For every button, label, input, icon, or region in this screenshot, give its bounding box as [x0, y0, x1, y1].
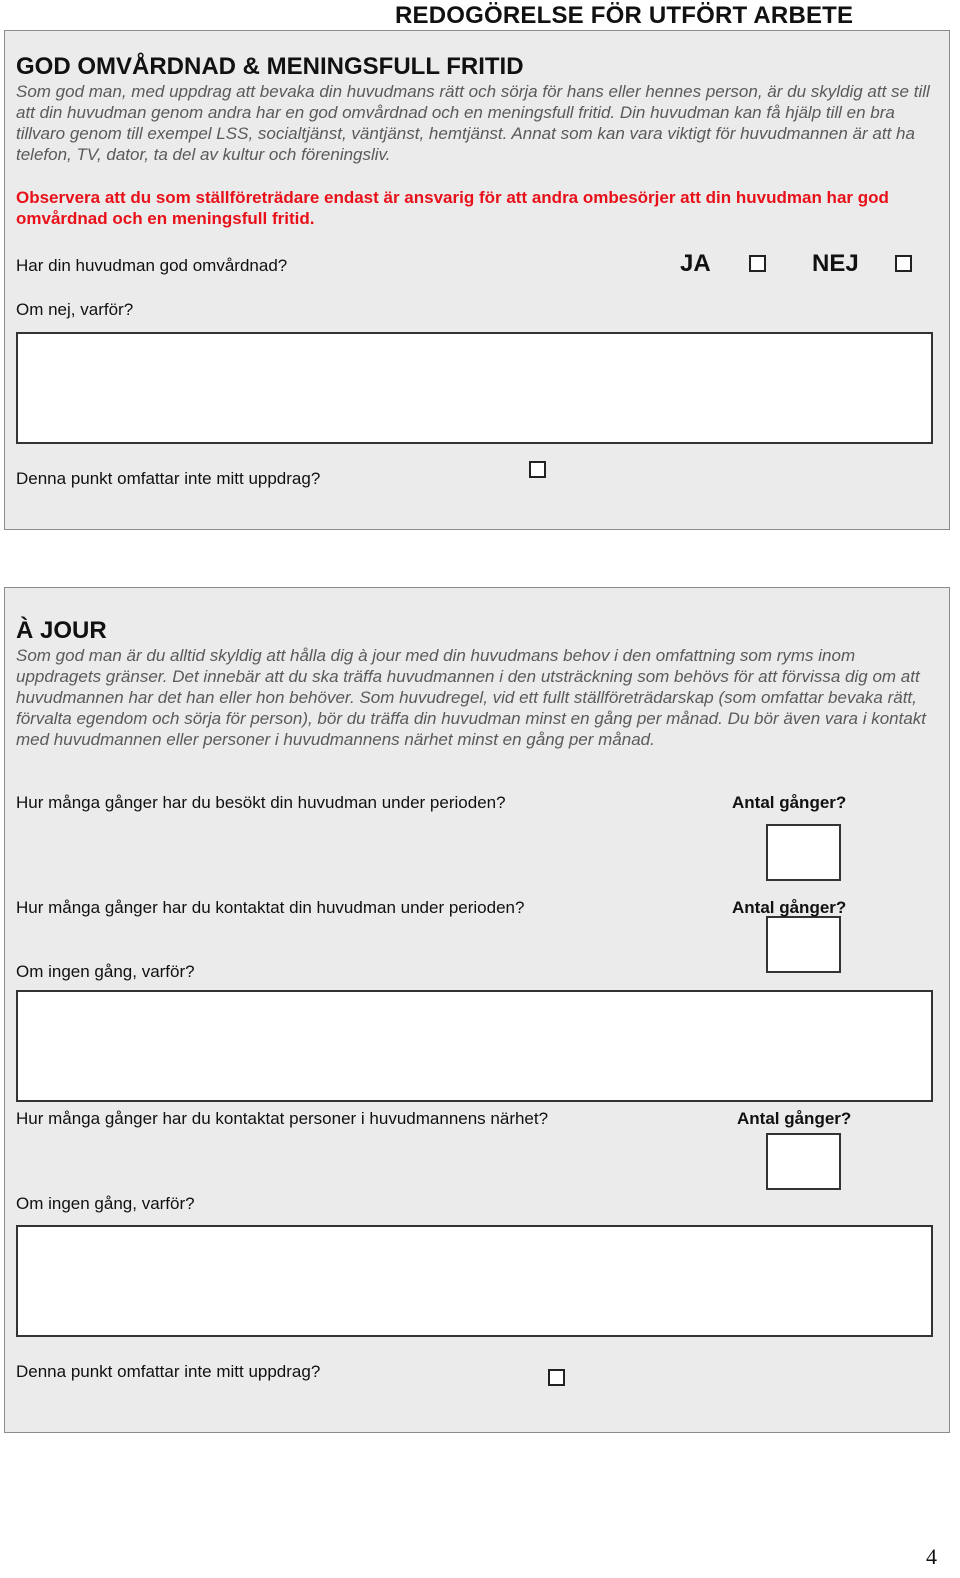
- responsibility-warning: Observera att du som ställföreträdare endast är ansvarig för att andra ombesörjer att din huvudman har god omvårdnad och en meningsfull fritid.: [16, 188, 889, 228]
- contacts-near-reason-field[interactable]: [16, 1225, 933, 1337]
- section-a-jour: [4, 587, 950, 1433]
- no-checkbox[interactable]: [895, 255, 912, 272]
- visits-count-field[interactable]: [766, 824, 841, 881]
- contacts-near-question: Hur många gånger har du kontaktat personer i huvudmannens närhet?: [16, 1109, 549, 1128]
- if-no-reason-field[interactable]: [16, 332, 933, 444]
- contacts-count-field[interactable]: [766, 916, 841, 973]
- document-title: REDOGÖRELSE FÖR UTFÖRT ARBETE: [395, 2, 854, 29]
- not-applicable-checkbox[interactable]: [548, 1369, 565, 1386]
- section-intro: Som god man är du alltid skyldig att hålla dig à jour med din huvudmans behov i den omfattning som ryms inom uppdragets gränser. Det innebär att du ska träffa huvudmannen i den utsträckning som behövs för att förvissa dig om att huvudmannen har det han eller hon behöver. Som huvudregel, vid ett fullt ställföreträdarskap (som omfattar bevaka rätt, förvalta egendom och sörja för person), bör du träffa din huvudman minst en gång per månad. Du bör även vara i kontakt med huvudmannen eller personer i huvudmannens närhet minst en gång per månad.: [16, 646, 927, 749]
- not-applicable-label: Denna punkt omfattar inte mitt uppdrag?: [16, 469, 321, 488]
- yes-label: JA: [680, 250, 711, 277]
- page-number: 4: [926, 1544, 937, 1569]
- no-label: NEJ: [812, 250, 859, 277]
- not-applicable-checkbox[interactable]: [529, 461, 546, 478]
- section-care-leisure: [4, 30, 950, 530]
- care-question: Har din huvudman god omvårdnad?: [16, 256, 288, 275]
- not-applicable-label: Denna punkt omfattar inte mitt uppdrag?: [16, 1362, 321, 1381]
- contacts-near-count-field[interactable]: [766, 1133, 841, 1190]
- section-title: GOD OMVÅRDNAD & MENINGSFULL FRITID: [16, 53, 524, 80]
- contacts-question: Hur många gånger har du kontaktat din huvudman under perioden?: [16, 898, 525, 917]
- section-title: À JOUR: [16, 617, 107, 644]
- yes-checkbox[interactable]: [749, 255, 766, 272]
- visits-count-label: Antal gånger?: [732, 793, 847, 812]
- visits-question: Hur många gånger har du besökt din huvudman under perioden?: [16, 793, 506, 812]
- contacts-reason-field[interactable]: [16, 990, 933, 1102]
- if-none-label: Om ingen gång, varför?: [16, 962, 195, 981]
- if-no-label: Om nej, varför?: [16, 300, 134, 319]
- contacts-count-label: Antal gånger?: [732, 898, 847, 917]
- section-intro: Som god man, med uppdrag att bevaka din huvudmans rätt och sörja för hans eller hennes person, är du skyldig att se till att din huvudman genom andra har en god omvårdnad och en meningsfull fritid. Din huvudman kan få hjälp till en bra tillvaro genom till exempel LSS, socialtjänst, väntjänst, hemtjänst. Annat som kan vara viktigt för huvudmannen är att ha telefon, TV, dator, ta del av kultur och föreningsliv.: [16, 82, 930, 164]
- if-none-label: Om ingen gång, varför?: [16, 1194, 195, 1213]
- contacts-near-count-label: Antal gånger?: [737, 1109, 852, 1128]
